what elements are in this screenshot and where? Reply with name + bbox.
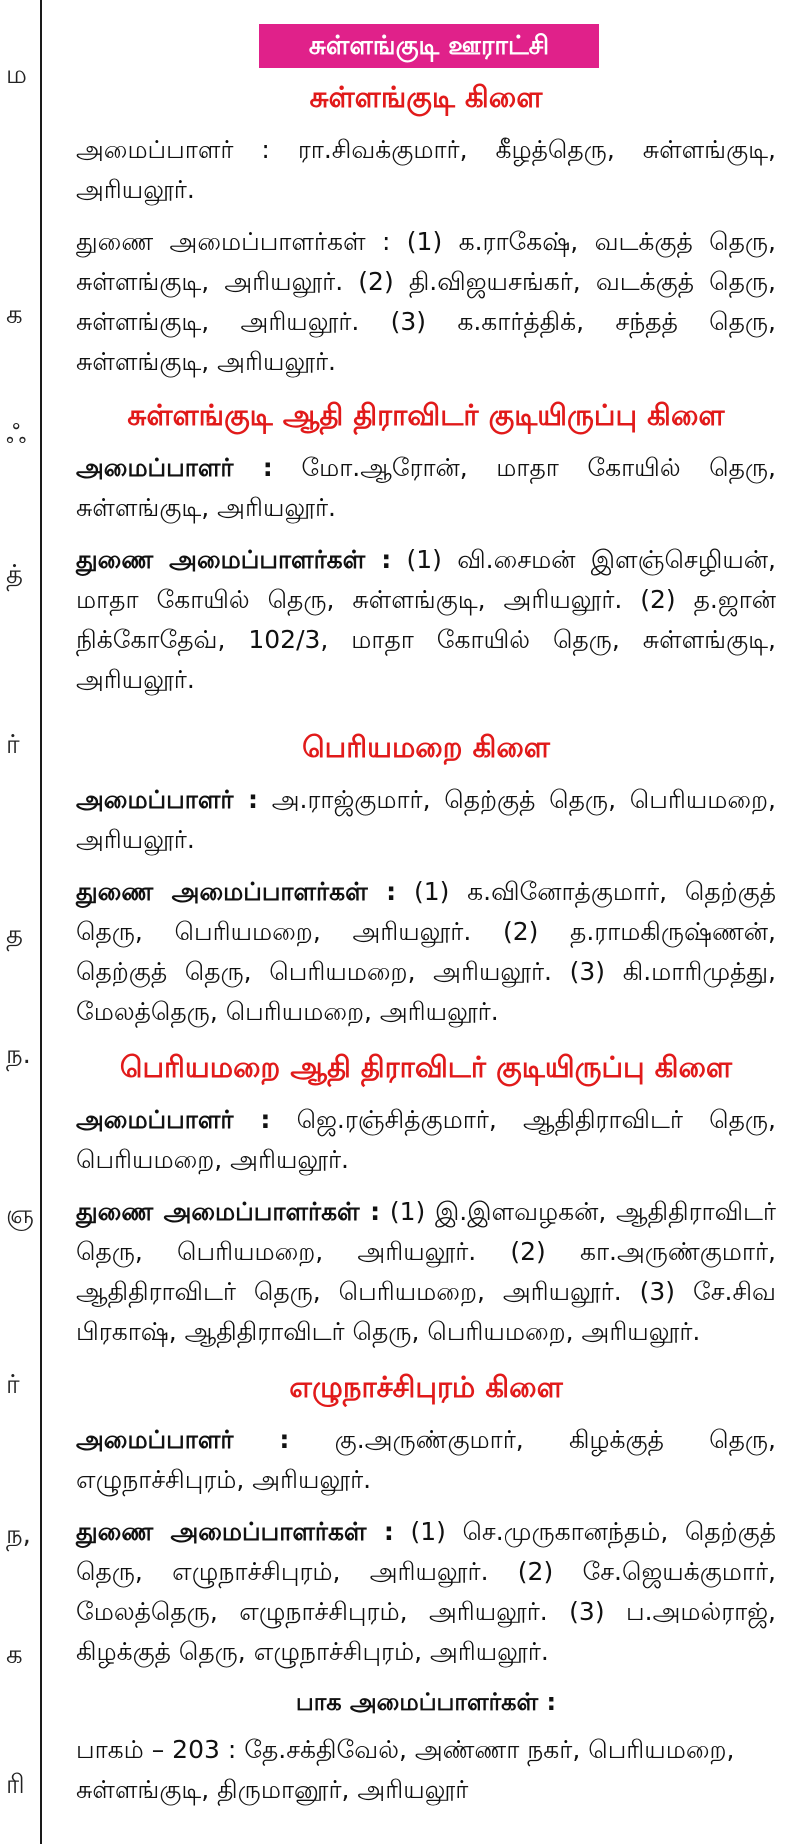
deputies-entry [76, 1512, 776, 1672]
secretary-label: அமைப்பாளர் : [76, 453, 273, 482]
deputies-text: (1) இ.இளவழகன், ஆதிதிராவிடர் தெரு, பெரியமறை, அரியலூர். (2) கா.அருண்குமார், ஆதிதிராவிடர் தெரு, பெரியமறை, அரியலூர். (3) சே.சிவ பிரகாஷ், ஆதிதிராவிடர் தெரு, பெரியமறை, அரியலூர். [76, 1197, 776, 1346]
part-secretaries-heading: பாக அமைப்பாளர்கள் : [295, 1688, 557, 1716]
secretary-text: மோ.ஆரோன், மாதா கோயில் தெரு, சுள்ளங்குடி, அரியலூர். [76, 453, 776, 522]
margin-fragment: த் [6, 560, 23, 590]
secretary-entry [76, 1100, 776, 1180]
deputies-label: துணை அமைப்பாளர்கள் : [76, 1517, 394, 1546]
margin-fragment: ர் [6, 730, 20, 760]
secretary-label: அமைப்பாளர் : [76, 1425, 290, 1454]
margin-fragment: த [6, 920, 23, 950]
secretary-entry [76, 130, 776, 210]
section-heading: பெரியமறை ஆதி திராவிடர் குடியிருப்பு கிளை [119, 1050, 733, 1084]
secretary-text: ஜெ.ரஞ்சித்குமார், ஆதிதிராவிடர் தெரு, பெரியமறை, அரியலூர். [76, 1105, 776, 1174]
deputies-text: (1) க.ராகேஷ், வடக்குத் தெரு, சுள்ளங்குடி, அரியலூர். (2) தி.விஜயசங்கர், வடக்குத் தெரு, சுள்ளங்குடி, அரியலூர். (3) க.கார்த்திக், சந்தத் தெரு, சுள்ளங்குடி, அரியலூர். [76, 227, 776, 376]
deputies-label: துணை அமைப்பாளர்கள் : [76, 545, 392, 574]
deputies-label: துணை அமைப்பாளர்கள் : [76, 227, 391, 256]
margin-fragment: ஞ [6, 1200, 34, 1230]
deputies-entry [76, 1192, 776, 1352]
section-heading: சுள்ளங்குடி கிளை [309, 80, 543, 114]
margin-fragment: ஃ [6, 420, 27, 450]
secretary-text: கு.அருண்குமார், கிழக்குத் தெரு, எழுநாச்சிபுரம், அரியலூர். [76, 1425, 776, 1494]
panchayat-banner: சுள்ளங்குடி ஊராட்சி [259, 24, 599, 68]
section-heading: பெரியமறை கிளை [302, 730, 550, 764]
secretary-entry [76, 448, 776, 528]
deputies-entry [76, 872, 776, 1032]
deputies-label: துணை அமைப்பாளர்கள் : [76, 877, 397, 906]
part-number: பாகம் – 203 : [76, 1735, 237, 1764]
margin-fragment: ந, [6, 1520, 31, 1550]
secretary-label: அமைப்பாளர் : [76, 135, 270, 164]
column-divider [40, 0, 42, 1844]
secretary-text: அ.ராஜ்குமார், தெற்குத் தெரு, பெரியமறை, அரியலூர். [76, 785, 777, 854]
deputies-text: (1) க.வினோத்குமார், தெற்குத் தெரு, பெரியமறை, அரியலூர். (2) த.ராமகிருஷ்ணன், தெற்குத் தெரு, பெரியமறை, அரியலூர். (3) கி.மாரிமுத்து, மேலத்தெரு, பெரியமறை, அரியலூர். [76, 877, 776, 1026]
secretary-label: அமைப்பாளர் : [76, 785, 258, 814]
deputies-label: துணை அமைப்பாளர்கள் : [76, 1197, 381, 1226]
margin-fragment: ந. [6, 1040, 31, 1070]
left-column-fragment [0, 0, 38, 1844]
secretary-entry [76, 780, 776, 860]
section-heading: சுள்ளங்குடி ஆதி திராவிடர் குடியிருப்பு கிளை [127, 398, 725, 432]
deputies-entry [76, 222, 776, 382]
margin-fragment: க [6, 300, 23, 330]
part-secretary-entry [76, 1730, 776, 1810]
secretary-entry [76, 1420, 776, 1500]
part-secretary-text: தே.சக்திவேல், அண்ணா நகர், பெரியமறை, சுள்ளங்குடி, திருமானூர், அரியலூர் [76, 1735, 735, 1804]
secretary-label: அமைப்பாளர் : [76, 1105, 271, 1134]
margin-fragment: க [6, 1640, 23, 1670]
deputies-entry [76, 540, 776, 700]
secretary-text: ரா.சிவக்குமார், கீழத்தெரு, சுள்ளங்குடி, அரியலூர். [76, 135, 776, 204]
deputies-text: (1) வி.சைமன் இளஞ்செழியன், மாதா கோயில் தெரு, சுள்ளங்குடி, அரியலூர். (2) த.ஜான் நிக்கோதேவ், 102/3, மாதா கோயில் தெரு, சுள்ளங்குடி, அரியலூர். [76, 545, 776, 694]
deputies-text: (1) செ.முருகானந்தம், தெற்குத் தெரு, எழுநாச்சிபுரம், அரியலூர். (2) சே.ஜெயக்குமார், மேலத்தெரு, எழுநாச்சிபுரம், அரியலூர். (3) ப.அமல்ராஜ், கிழக்குத் தெரு, எழுநாச்சிபுரம், அரியலூர். [76, 1517, 776, 1666]
margin-fragment: ம [6, 60, 27, 90]
article-column [66, 0, 786, 1844]
section-heading: எழுநாச்சிபுரம் கிளை [289, 1370, 563, 1404]
margin-fragment: ர் [6, 1370, 20, 1400]
margin-fragment: ரி [6, 1770, 25, 1800]
